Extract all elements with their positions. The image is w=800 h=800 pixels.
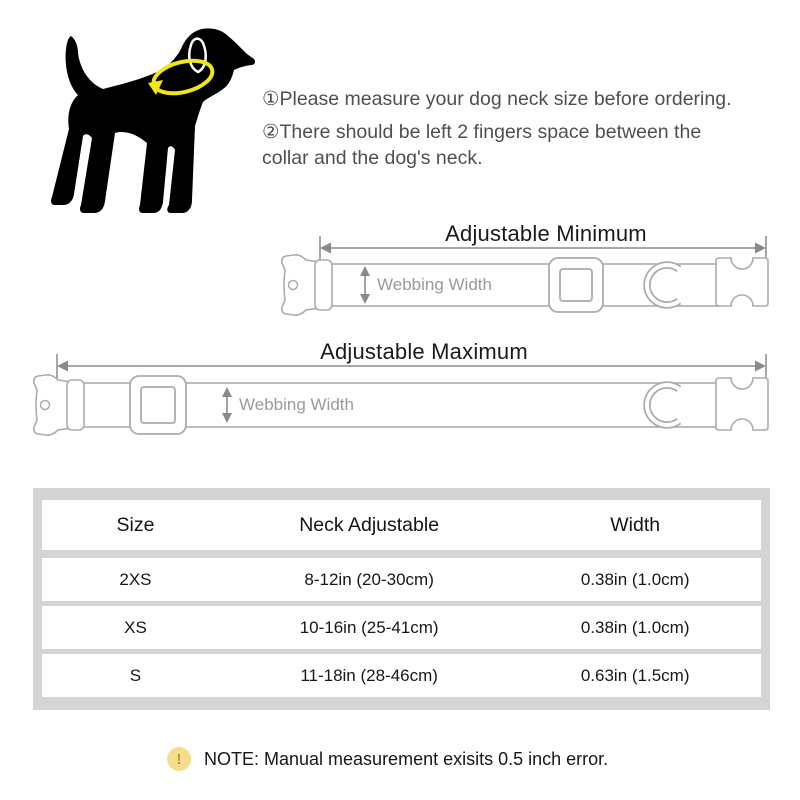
buckle-strap-loop xyxy=(67,380,84,430)
cell-neck: 8-12in (20-30cm) xyxy=(304,569,434,589)
cell-size: S xyxy=(129,665,142,685)
table-row-2xs xyxy=(42,558,761,601)
col-header-size: Size xyxy=(116,513,155,536)
measuring-instructions xyxy=(262,86,787,171)
webbing-width-label-min: Webbing Width xyxy=(377,275,492,294)
arrow-left-head xyxy=(57,361,68,372)
exclamation-glyph: ! xyxy=(176,750,182,768)
cell-width: 0.38in (1.0cm) xyxy=(580,569,690,589)
size-chart-table xyxy=(33,488,770,710)
table-row-xs xyxy=(42,606,761,649)
measurement-note xyxy=(167,747,608,771)
instruction-step-2-line-2: collar and the dog's neck. xyxy=(262,147,483,169)
instruction-step-2-line-1: ②There should be left 2 fingers space between the xyxy=(262,121,702,143)
table-header-row xyxy=(42,500,761,550)
cell-size: 2XS xyxy=(119,569,152,589)
col-header-neck-adjustable: Neck Adjustable xyxy=(299,513,440,536)
collar-maximum-diagram xyxy=(0,350,800,445)
cell-width: 0.63in (1.5cm) xyxy=(580,665,690,685)
table-row-s xyxy=(42,654,761,697)
buckle-hole xyxy=(289,281,298,290)
instruction-step-1: ①Please measure your dog neck size before ordering. xyxy=(262,88,732,110)
cell-width: 0.38in (1.0cm) xyxy=(580,617,690,637)
buckle-male xyxy=(716,378,768,430)
adjustable-minimum-title: Adjustable Minimum xyxy=(445,221,647,246)
cell-neck: 11-18in (28-46cm) xyxy=(300,665,438,685)
minimum-measure-arrow xyxy=(320,236,766,261)
dog-body-silhouette xyxy=(51,28,255,213)
note-text: NOTE: Manual measurement exisits 0.5 inch error. xyxy=(204,748,609,769)
arrow-right-head xyxy=(755,361,766,372)
triglide-slider xyxy=(549,258,603,312)
triglide-slider xyxy=(130,376,186,434)
exclamation-circle-icon xyxy=(167,747,191,771)
buckle-strap-loop xyxy=(315,260,332,310)
adjustable-maximum-title: Adjustable Maximum xyxy=(320,339,528,364)
arrow-left-head xyxy=(320,243,331,254)
buckle-male xyxy=(716,258,768,306)
col-header-width: Width xyxy=(610,513,661,536)
cell-size: XS xyxy=(124,617,147,637)
dog-silhouette-icon xyxy=(40,22,255,227)
cell-neck: 10-16in (25-41cm) xyxy=(299,617,439,637)
arrow-right-head xyxy=(755,243,766,254)
buckle-hole xyxy=(41,401,50,410)
webbing-width-label-max: Webbing Width xyxy=(239,395,354,414)
